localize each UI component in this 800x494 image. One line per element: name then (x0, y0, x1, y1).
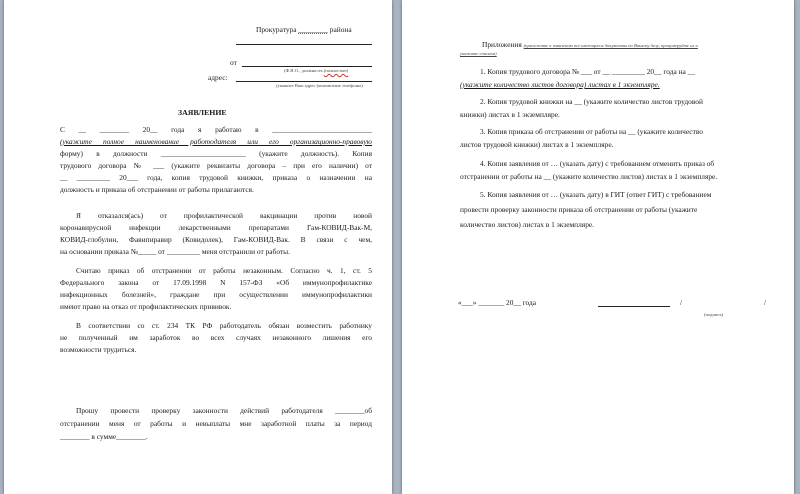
date-line: «___» _______ 20__ года (458, 298, 537, 307)
p1-line-4: трудового договора № ___ (укажите реквизиты договора – при его наличии) от (60, 161, 372, 170)
signature-hint: (подпись) (704, 312, 724, 317)
p5-line-2: отстранении меня от работы и невыплаты мне заработной платы за период (60, 419, 372, 428)
signature-slash: / (680, 298, 683, 307)
from-line-rule (242, 66, 372, 67)
appendix-item-5-line-2: провести проверку законности приказа об отстранении от работы (укажите (460, 205, 698, 214)
p2-line-1: Я отказался(ась) от профилактической вакцинации против новой (76, 211, 372, 220)
signature-rule (598, 306, 670, 307)
p5-line-3: ________ в сумме________. (60, 432, 148, 441)
fio-hint: (Ф.И.О., должность (полностью) (284, 68, 349, 73)
p1-line-2: (укажите полное наименование работодателя или его организационно-правовую (60, 137, 372, 146)
p1-line-3: форму) в должности _______________________ (укажите должность). Копия (60, 149, 372, 158)
appendix-item-4-line-2: отстранении от работы на __ (укажите количество листов) листах в 1 экземпляре. (460, 172, 718, 181)
p2-line-3: КОВИД-глобулин, Фавипиравир (Ковидолек), Гам-КОВИД-Вак. В связи с чем, (60, 235, 372, 244)
document-page-right (402, 0, 794, 494)
p3-line-4: имеют право на отказ от профилактических прививок. (60, 302, 232, 311)
appendix-item-2-line-1: 2. Копия трудовой книжки на __ (укажите количество листов трудовой (480, 97, 703, 106)
recipient-line (256, 24, 352, 36)
signature-slash-end: / (764, 298, 767, 307)
p4-line-2: не полученный им заработок во всех случаях незаконного лишения его (60, 333, 372, 342)
address-label: адрес: (208, 73, 228, 82)
p1-line-6: должность и приказа об отстранении от работы прилагаются. (60, 185, 254, 194)
address-line-rule (236, 81, 372, 82)
recipient-label: Прокуратура (256, 25, 297, 34)
p1-line-5: __ _________ 20___ года, копия трудовой книжки, приказа о назначении на (60, 173, 372, 182)
p3-line-1: Считаю приказ об отстранении от работы незаконным. Согласно ч. 1, ст. 5 (76, 266, 372, 275)
p3-line-2: Федерального закона от 17.09.1998 N 157-ФЗ «Об иммунопрофилактике (60, 278, 372, 287)
p1-line-1: С __ ________ 20__ года я работаю в ___________________________ (60, 125, 372, 134)
appendix-item-4-line-1: 4. Копия заявления от … (указать дату) с требованием отменить приказ об (480, 159, 715, 168)
recipient-suffix: района (329, 25, 352, 34)
p2-line-4: на основании приказа №_____ от _________ меня отстранили от работы. (60, 247, 290, 256)
document-page-left (4, 0, 392, 494)
appendix-item-2-line-2: книжки) листах в 1 экземпляре. (460, 110, 560, 119)
address-hint: (укажите Ваш адрес (контактные телефоны) (276, 83, 363, 88)
document-title: ЗАЯВЛЕНИЕ (178, 108, 227, 117)
appendix-item-1-line-2: (укажите количество листов договора) листах в 1 экземпляре. (460, 80, 660, 89)
recipient-blank: ________ (298, 25, 328, 34)
p4-line-1: В соответствии со ст. 234 ТК РФ работодатель обязан возместить работнику (76, 321, 372, 330)
appendix-item-3-line-1: 3. Копия приказа об отстранении от работы на __ (укажите количество (480, 127, 703, 136)
p5-line-1: Прошу провести проверку законности действий работодателя ________об (76, 406, 372, 415)
recipient-line-rule (236, 44, 372, 45)
p4-line-3: возможности трудиться. (60, 345, 137, 354)
appendix-item-5-line-3: количество листов) листах в 1 экземпляре. (460, 220, 595, 229)
appendix-item-3-line-2: листов трудовой книжки) листах в 1 экземпляре. (460, 140, 614, 149)
appendix-item-1-line-1: 1. Копия трудового договора № ___ от __ _________ 20__ года на __ (480, 67, 696, 76)
appendix-heading: Приложения (приложите к заявлению все имеющиеся документы по Вашему делу, пронумеруйте их и (482, 40, 698, 49)
p2-line-2: коронавирусной инфекции лекарственными препаратами Гам-КОВИД-Вак-М, (60, 223, 372, 232)
appendix-item-5-line-1: 5. Копия заявления от … (указать дату) в ГИТ (ответ ГИТ) с требованием (480, 190, 712, 199)
p3-line-3: инфекционных болезней», граждане при осуществлении иммунопрофилактики (60, 290, 372, 299)
from-label: от (230, 58, 237, 67)
appendix-hint-2: укажите списком) (460, 51, 497, 56)
